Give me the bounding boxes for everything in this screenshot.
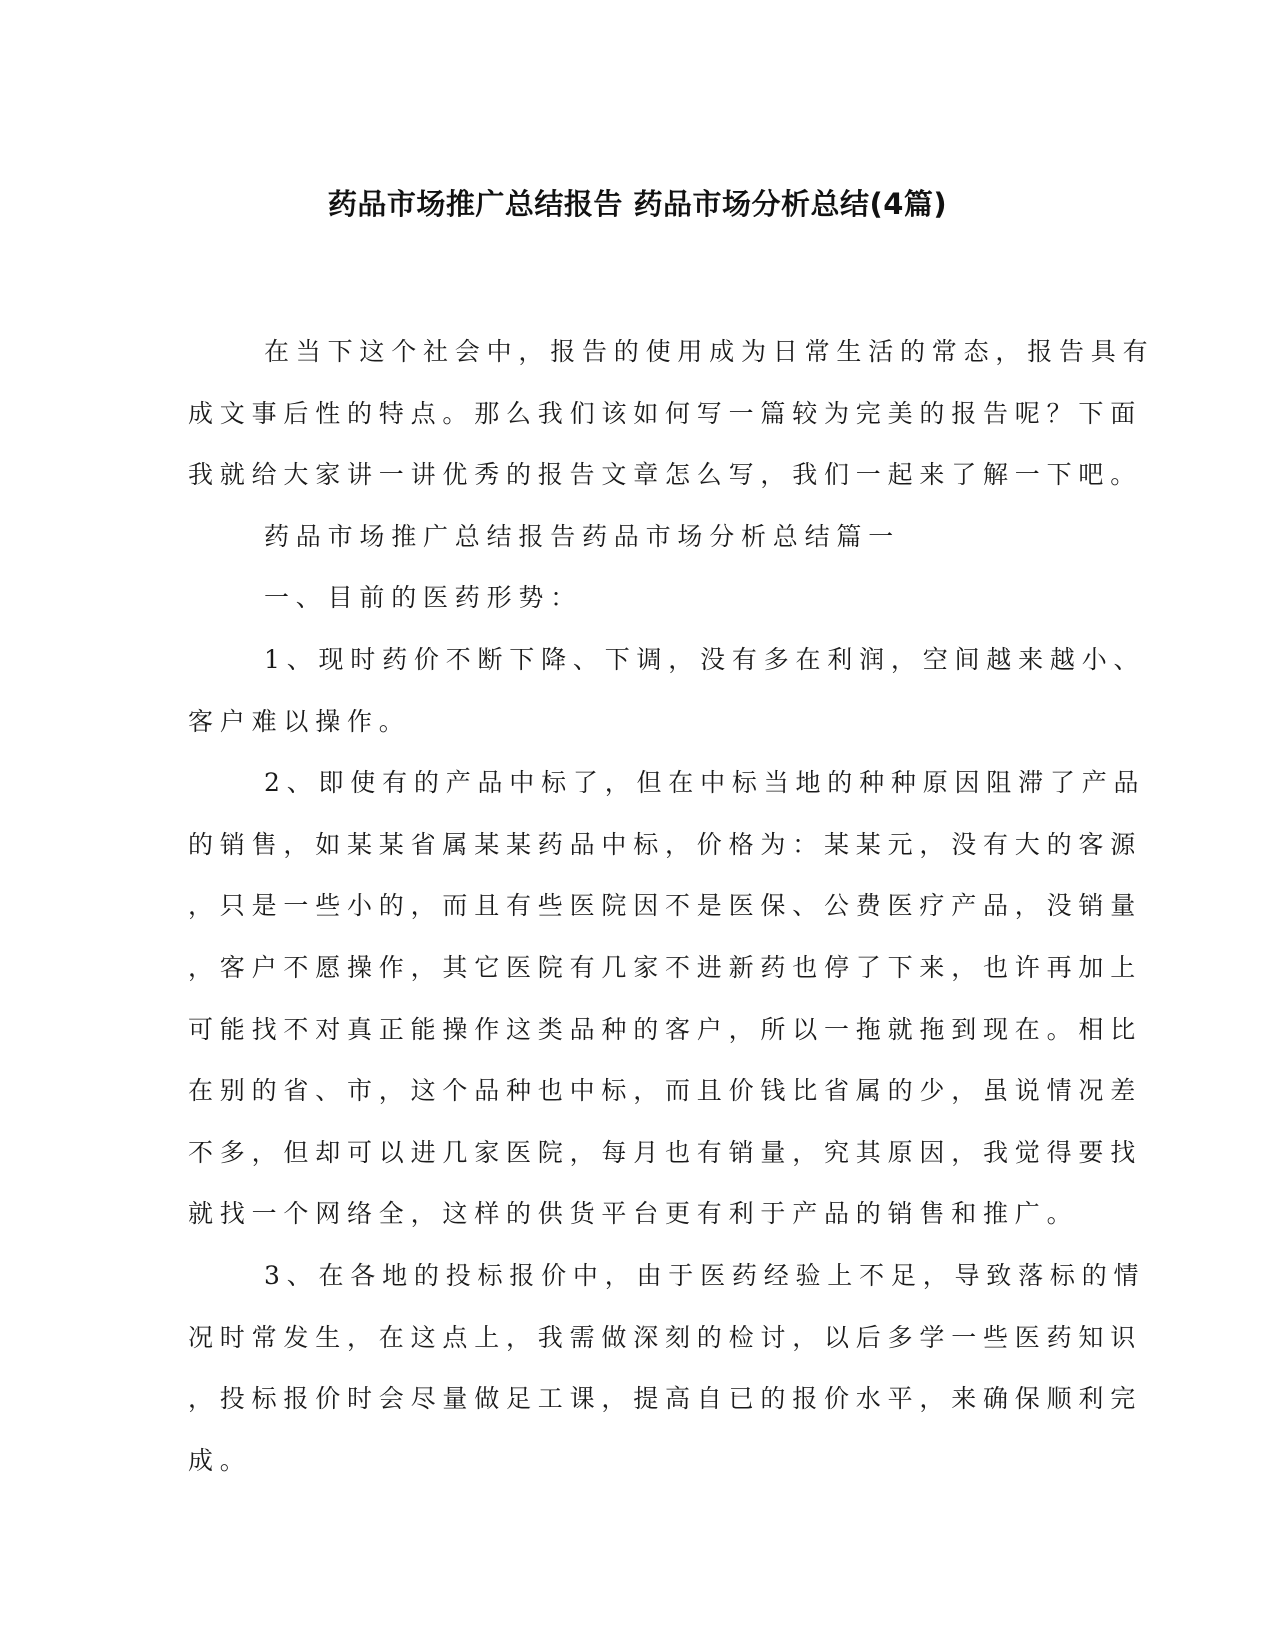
document-title: 药品市场推广总结报告 药品市场分析总结(4篇) [327,187,948,221]
paragraph-line: 3、在各地的投标报价中，由于医药经验上不足，导致落标的情 [264,1260,1146,1290]
paragraph-line: ，只是一些小的，而且有些医院因不是医保、公费医疗产品，没销量 [188,891,1143,921]
paragraph-line: 成。 [188,1445,252,1475]
paragraph-line: 2、即使有的产品中标了，但在中标当地的种种原因阻滞了产品 [264,768,1146,798]
paragraph-line: 成文事后性的特点。那么我们该如何写一篇较为完美的报告呢？下面 [188,398,1143,428]
document-body [188,332,1155,1502]
paragraph-line: 在别的省、市，这个品种也中标，而且价钱比省属的少，虽说情况差 [188,1076,1143,1106]
paragraph-line: 况时常发生，在这点上，我需做深刻的检讨，以后多学一些医药知识 [188,1322,1143,1352]
paragraph-line: 可能找不对真正能操作这类品种的客户，所以一拖就拖到现在。相比 [188,1014,1143,1044]
paragraph-line: 就找一个网络全，这样的供货平台更有利于产品的销售和推广。 [188,1199,1079,1229]
paragraph-line: 我就给大家讲一讲优秀的报告文章怎么写，我们一起来了解一下吧。 [188,460,1143,490]
paragraph-line: 在当下这个社会中，报告的使用成为日常生活的常态，报告具有 [264,337,1155,366]
paragraph-line: 客户难以操作。 [188,706,411,736]
paragraph-line: 不多，但却可以进几家医院，每月也有销量，究其原因，我觉得要找 [188,1137,1143,1167]
paragraph-line: 的销售，如某某省属某某药品中标，价格为：某某元，没有大的客源 [188,829,1143,859]
section-heading: 药品市场推广总结报告药品市场分析总结篇一 [264,521,901,551]
paragraph-line: ，客户不愿操作，其它医院有几家不进新药也停了下来，也许再加上 [188,952,1143,982]
paragraph-line: ，投标报价时会尽量做足工课，提高自已的报价水平，来确保顺利完 [188,1384,1143,1414]
subsection-heading: 一、目前的医药形势： [264,583,583,613]
paragraph-line: 1、现时药价不断下降、下调，没有多在利润，空间越来越小、 [264,644,1146,674]
